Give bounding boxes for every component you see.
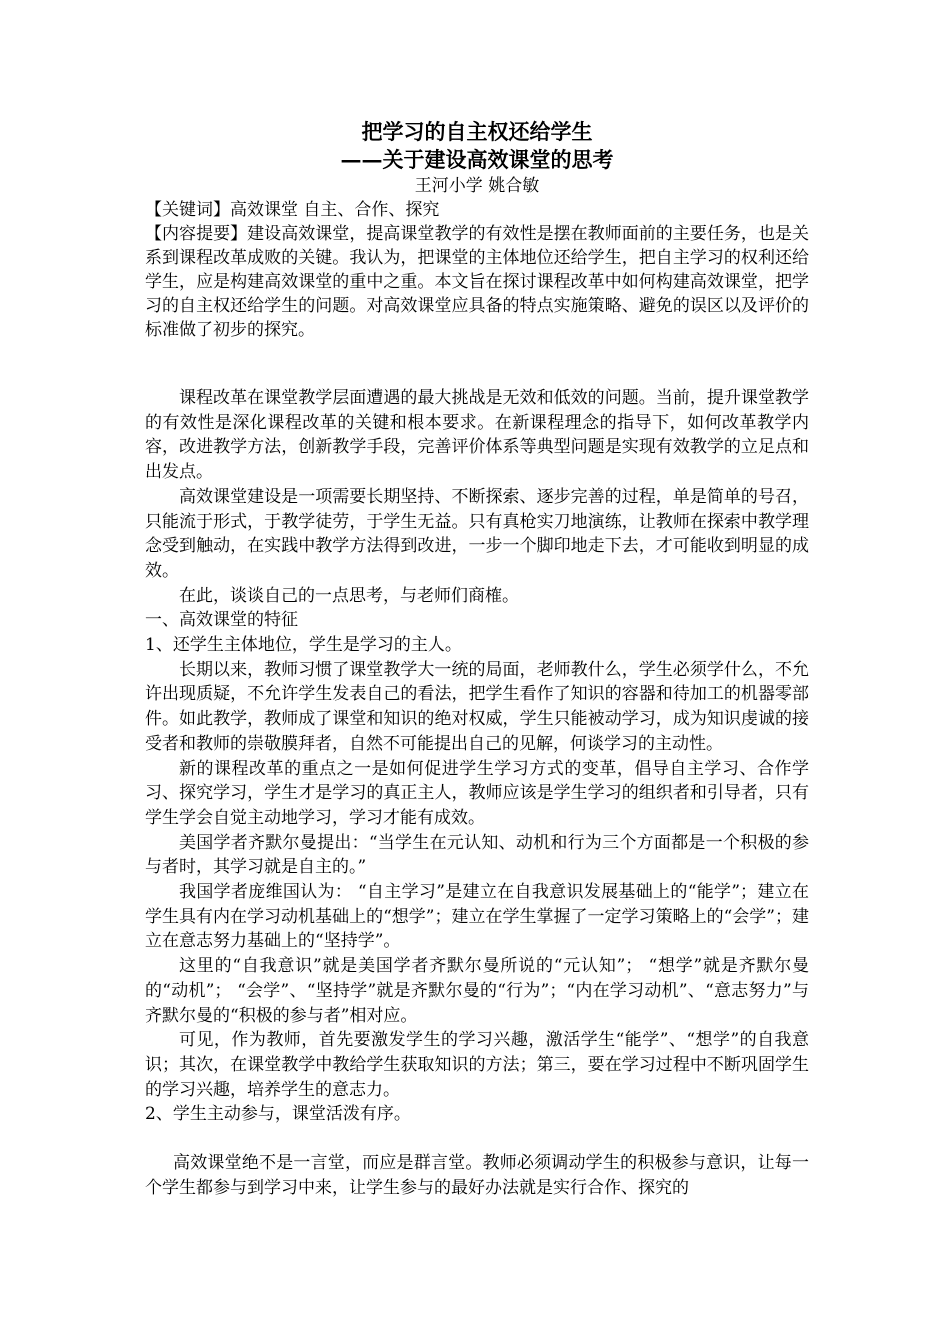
body-paragraph: 高效课堂建设是一项需要长期坚持、不断探索、逐步完善的过程，单是简单的号召，只能流于形式，于教学徒劳，于学生无益。只有真枪实刀地演练，让教师在探索中教学理念受到触动，在实践中教学方法得到改进，一步一个脚印地走下去，才可能收到明显的成效。 [145, 486, 809, 581]
body-paragraph: 新的课程改革的重点之一是如何促进学生学习方式的变革，倡导自主学习、合作学习、探究学习，学生才是学习的真正主人，教师应该是学生学习的组织者和引导者，只有学生学会自觉主动地学习，学习才能有成效。 [145, 758, 809, 828]
abstract-paragraph: 【内容提要】建设高效课堂，提高课堂教学的有效性是摆在教师面前的主要任务，也是关系到课程改革成败的关键。我认为，把课堂的主体地位还给学生，把自主学习的权利还给学生，应是构建高效课堂的重中之重。本文旨在探讨课程改革中如何构建高效课堂，把学习的自主权还给学生的问题。对高效课堂应具备的特点实施策略、避免的误区以及评价的标准做了初步的探究。 [145, 224, 809, 340]
body-paragraph: 美国学者齐默尔曼提出：“当学生在元认知、动机和行为三个方面都是一个积极的参与者时，其学习就是自主的。” [145, 832, 809, 878]
section-heading: 一、高效课堂的特征 [145, 610, 298, 631]
body-paragraph: 在此，谈谈自己的一点思考，与老师们商榷。 [179, 585, 519, 606]
body-paragraph: 可见，作为教师，首先要激发学生的学习兴趣，激活学生“能学”、“想学”的自我意识；其次，在课堂教学中教给学生获取知识的方法；第三，要在学习过程中不断巩固学生的学习兴趣，培养学生的意志力。 [145, 1030, 809, 1100]
subsection-heading: 2、学生主动参与，课堂活泼有序。 [145, 1104, 411, 1125]
author-line: 王河小学 姚合敏 [414, 176, 540, 196]
body-paragraph: 课程改革在课堂教学层面遭遇的最大挑战是无效和低效的问题。当前，提升课堂教学的有效性是深化课程改革的关键和根本要求。在新课程理念的指导下，如何改革教学内容，改进教学方法，创新教学手段，完善评价体系等典型问题是实现有效教学的立足点和出发点。 [145, 388, 809, 483]
body-paragraph: 长期以来，教师习惯了课堂教学大一统的局面，老师教什么，学生必须学什么，不允许出现质疑，不允许学生发表自己的看法，把学生看作了知识的容器和待加工的机器零部件。如此教学，教师成了课堂和知识的绝对权威，学生只能被动学习，成为知识虔诚的接受者和教师的崇敬膜拜者，自然不可能提出自己的见解，何谈学习的主动性。 [145, 659, 809, 754]
document-title: 把学习的自主权还给学生 [361, 119, 593, 144]
spacer [145, 366, 809, 386]
body-paragraph: 这里的“自我意识”就是美国学者齐默尔曼所说的“元认知”； “想学”就是齐默尔曼的“动机”； “会学”、“坚持学”就是齐默尔曼的“行为”；“内在学习动机”、“意志努力”与齐默尔曼的“积极的参与者”相对应。 [145, 956, 809, 1026]
keywords-line: 【关键词】高效课堂 自主、合作、探究 [145, 200, 440, 220]
body-paragraph: 我国学者庞维国认为： “自主学习”是建立在自我意识发展基础上的“能学”；建立在学生具有内在学习动机基础上的“想学”；建立在学生掌握了一定学习策略上的“会学”；建立在意志努力基础上的“坚持学”。 [145, 882, 809, 952]
document-page [145, 118, 809, 1201]
spacer [145, 1127, 809, 1151]
document-subtitle: ——关于建设高效课堂的思考 [340, 147, 614, 172]
subsection-heading: 1、还学生主体地位，学生是学习的主人。 [145, 635, 462, 656]
spacer [145, 342, 809, 366]
body-paragraph: 高效课堂绝不是一言堂，而应是群言堂。教师必须调动学生的积极参与意识，让每一个学生都参与到学习中来，让学生参与的最好办法就是实行合作、探究的 [145, 1153, 809, 1198]
